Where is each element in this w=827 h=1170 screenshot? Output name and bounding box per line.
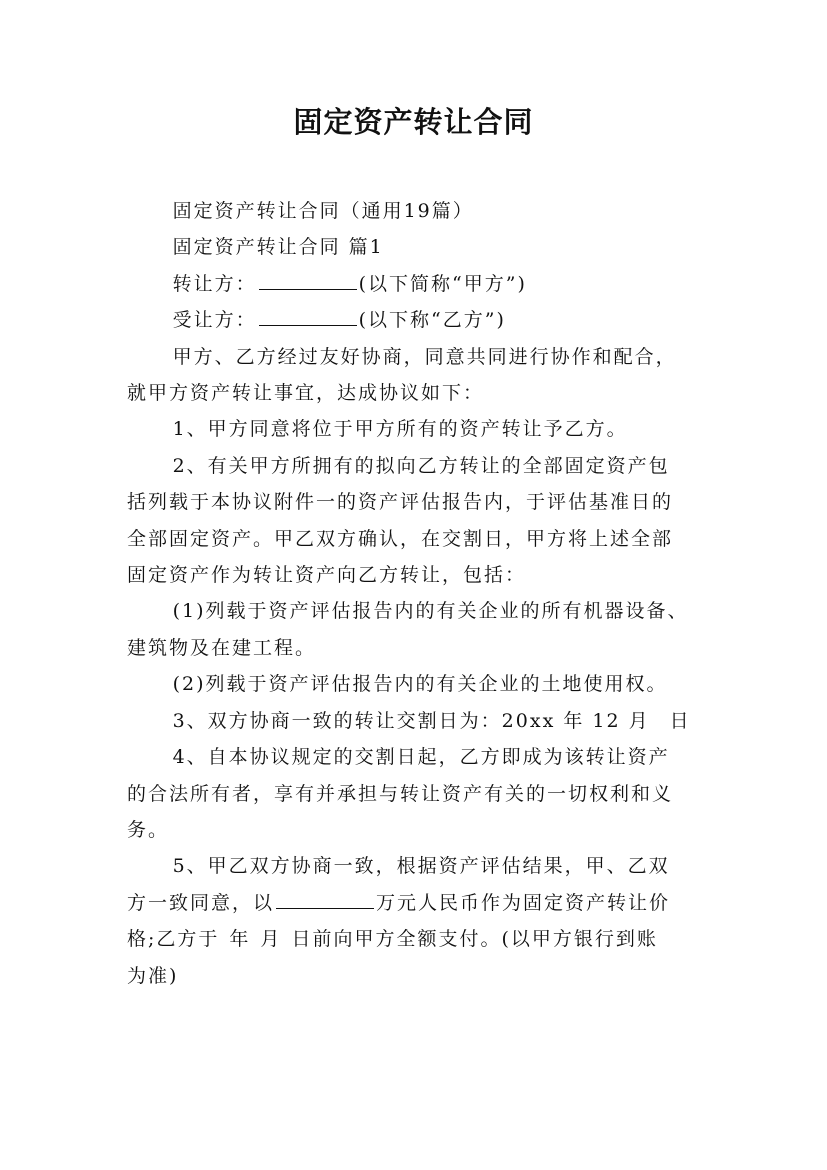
transferee-blank [259, 305, 357, 326]
clause-4-line: 的合法所有者，享有并承担与转让资产有关的一切权利和义 [127, 782, 674, 805]
transferee-label: 受让方： [172, 309, 257, 332]
item-2: (2)列载于资产评估报告内的有关企业的土地使用权。 [172, 673, 668, 696]
clause-3-text: 3、双方协商一致的转让交割日为：20xx 年 12 月 [172, 709, 650, 732]
clause-5 [127, 848, 717, 994]
transferor-blank [259, 269, 357, 290]
intro-line: 甲方、乙方经过友好协商，同意共同进行协作和配合， [172, 345, 677, 368]
clause-2-line: 括列载于本协议附件一的资产评估报告内，于评估基准日的 [127, 491, 674, 514]
clause-5-line [127, 921, 717, 957]
transferor-suffix: (以下简称“甲方”) [358, 272, 527, 295]
clause-4-line: 4、自本协议规定的交割日起，乙方即成为该转让资产 [172, 746, 670, 769]
item-1-line: (1)列载于资产评估报告内的有关企业的所有机器设备、 [172, 600, 689, 623]
clause-5-text: 方一致同意，以 [127, 891, 275, 914]
clause-5-year: 年 [229, 928, 251, 951]
clause-5-line: 为准) [127, 964, 179, 987]
section-heading: 固定资产转让合同 篇1 [172, 236, 384, 259]
intro-line: 就甲方资产转让事宜，达成协议如下： [127, 382, 485, 405]
clause-5-line [127, 885, 717, 921]
clause-2-line: 固定资产作为转让资产向乙方转让，包括： [127, 564, 527, 587]
clause-5-text: 格;乙方于 [127, 928, 220, 951]
clause-5-month: 月 [260, 928, 282, 951]
clause-1: 1、甲方同意将位于甲方所有的资产转让予乙方。 [172, 418, 628, 441]
clause-4 [127, 739, 717, 848]
clause-2 [127, 448, 717, 594]
clause-2-line: 全部固定资产。甲乙双方确认，在交割日，甲方将上述全部 [127, 527, 674, 550]
clause-5-text: 万元人民币作为固定资产转让价 [376, 891, 671, 914]
intro-paragraph [127, 339, 717, 412]
price-blank [276, 888, 374, 909]
clause-3 [127, 703, 717, 739]
transferee-suffix: (以下称“乙方”) [358, 309, 506, 332]
transferor-label: 转让方： [172, 272, 257, 295]
document-body [127, 193, 717, 994]
clause-5-text: 日前向甲方全额支付。(以甲方银行到账 [291, 928, 658, 951]
item-1 [127, 593, 717, 666]
transferee-line [127, 302, 717, 338]
clause-4-line: 务。 [127, 818, 170, 841]
subtitle: 固定资产转让合同（通用19篇） [172, 200, 474, 222]
document-title: 固定资产转让合同 [293, 105, 534, 139]
clause-3-day: 日 [669, 709, 691, 732]
clause-2-line: 2、有关甲方所拥有的拟向乙方转让的全部固定资产包 [172, 454, 670, 477]
transferor-line [127, 266, 717, 302]
clause-5-line: 5、甲乙双方协商一致，根据资产评估结果，甲、乙双 [172, 855, 670, 878]
item-1-line: 建筑物及在建工程。 [127, 636, 317, 659]
